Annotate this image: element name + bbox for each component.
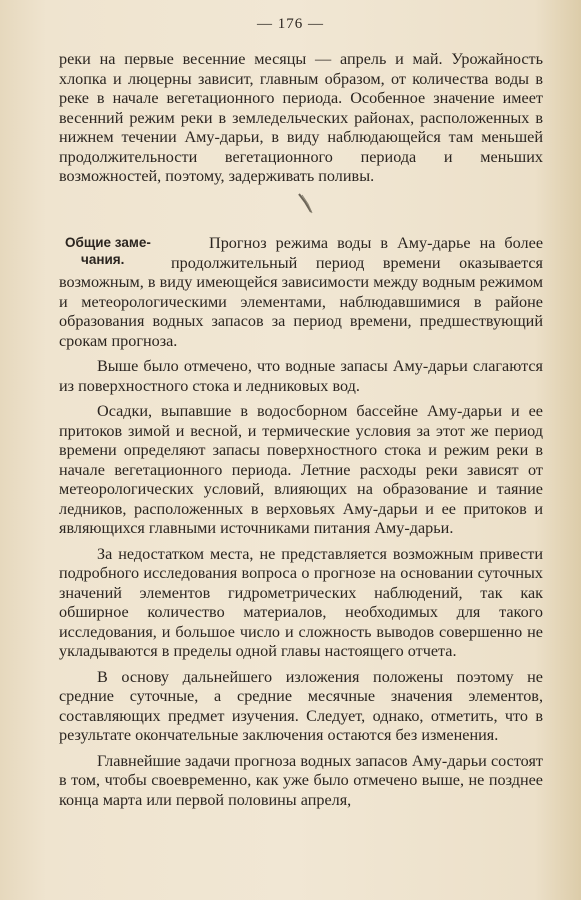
pencil-mark-icon [296, 192, 316, 216]
side-note-line-1: Общие заме- [65, 235, 151, 250]
paragraph-4: За недостатком места, не представляется возможным привести подробного исследования вопроса о прогнозе на основании суточных значений элементов гидрометрических наблюдений, так как обширное количество материалов, необходимых для такого исследования, и большое число и сложность выводов совершенно не укладываются в пределы одной главы настоящего отчета. [59, 544, 543, 660]
paragraph-1: Прогноз режима воды в Аму-дарье на более продолжительный период времени оказывается возможным, в виду имеющейся зависимости между водным режимом и метеорологическими элементами, наблюдавшимися в районе образования водных запасов за период времени, предшествующий срокам прогноза. [59, 234, 543, 350]
side-note-line-2: чания. [81, 252, 125, 267]
continued-paragraph: реки на первые весенние месяцы — апрель и май. Урожайность хлопка и люцерны зависит, главным образом, от количества воды в реке в начале вегетационного периода. Особенное значение имеет весенний режим реки в земледельческих районах, расположенных в нижнем течении Аму-дарьи, в виду наблюдающейся там меньшей продолжительности вегетационного периода и меньших возможностей, поэтому, задерживать поливы. [59, 50, 543, 185]
paragraph-3: Осадки, выпавшие в водосборном бассейне Аму-дарьи и ее притоков зимой и весной, и термические условия за этот же период времени определяют запасы поверхностного стока и режим реки в начале вегетационного периода. Летние расходы реки зависят от метеорологических условий, влияющих на образование и таяние ледников, расположенных в верховьях Аму-дарьи и ее притоков и являющихся главными источниками питания Аму-дарьи. [59, 402, 543, 537]
page-number: — 176 — [257, 16, 324, 32]
paragraph-6: Главнейшие задачи прогноза водных запасов Аму-дарьи состоят в том, чтобы своевременно, как уже было отмечено выше, не позднее конца марта или первой половины апреля, [59, 751, 543, 809]
side-note-heading [65, 234, 163, 268]
text-block-main [59, 234, 543, 810]
paragraph-5: В основу дальнейшего изложения положены поэтому не средние суточные, а средние месячные значения элементов, составляющих предмет изучения. Следует, однако, отметить, что в результате окончательные заключения остаются без изменения. [59, 667, 543, 744]
text-block-top [59, 50, 543, 187]
paragraph-2: Выше было отмечено, что водные запасы Аму-дарьи слагаются из поверхностного стока и ледниковых вод. [59, 357, 543, 395]
